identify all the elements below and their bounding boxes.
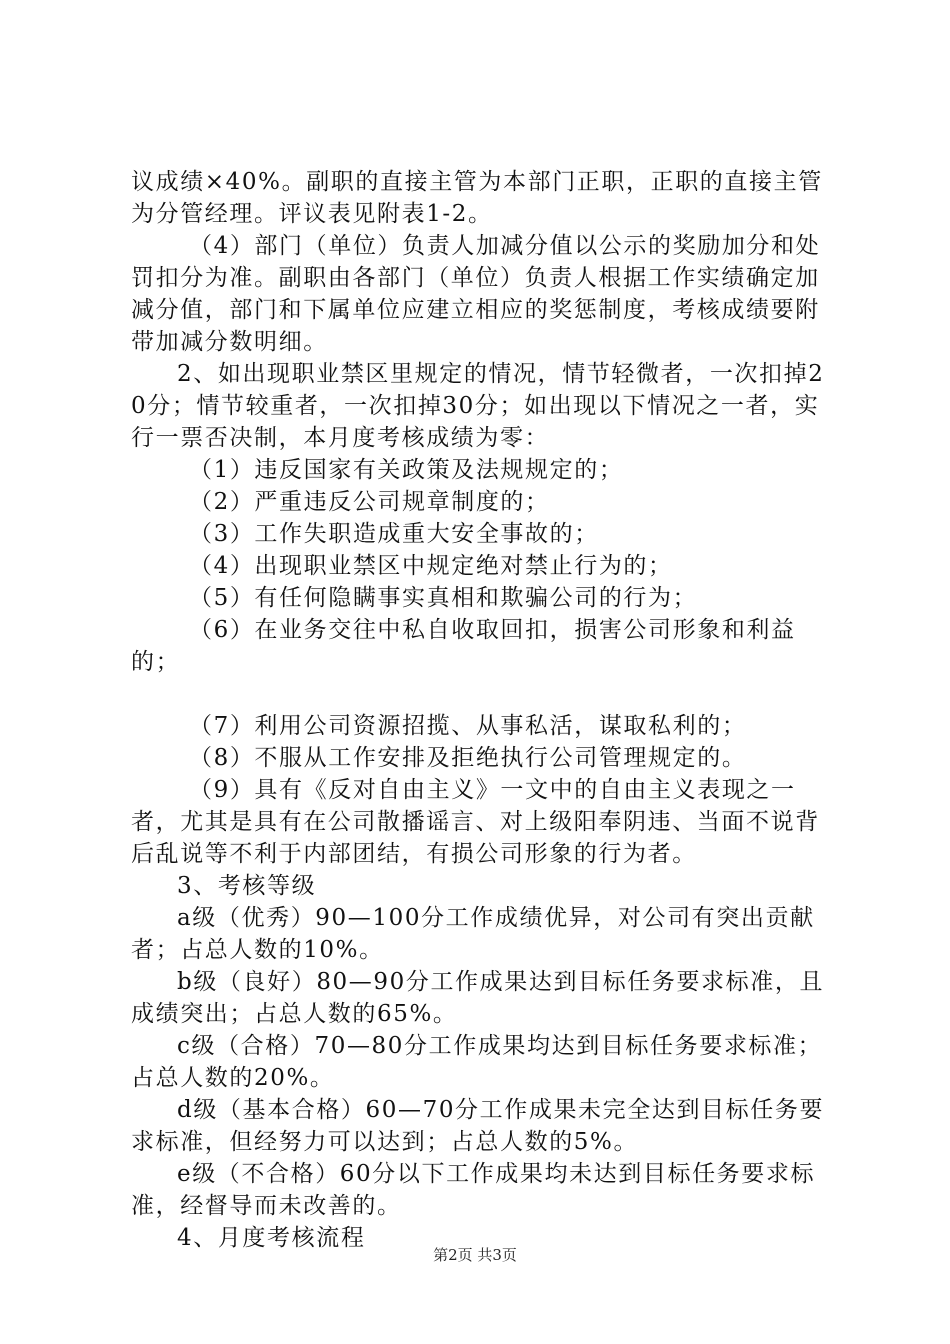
document-body (131, 166, 831, 1254)
list-item-veto-4: （4）出现职业禁区中规定绝对禁止行为的； (189, 553, 673, 579)
section-heading-monthly-process: 4、月度考核流程 (177, 1225, 366, 1251)
paragraph-level-c: c级（合格）70—80分工作成果均达到目标任务要求标准；占总人数的20%。 (131, 1033, 823, 1091)
paragraph-level-d: d级（基本合格）60—70分工作成果未完全达到目标任务要求标准，但经努力可以达到；占总人数的5%。 (131, 1097, 825, 1155)
paragraph-evaluation-weight: 议成绩×40%。副职的直接主管为本部门正职，正职的直接主管为分管经理。评议表见附表1-2。 (131, 169, 823, 227)
list-item-veto-9: （9）具有《反对自由主义》一文中的自由主义表现之一者，尤其是具有在公司散播谣言、对上级阳奉阴违、当面不说背后乱说等不利于内部团结，有损公司形象的行为者。 (131, 777, 820, 867)
paragraph-item-4-bonus-deduction: （4）部门（单位）负责人加减分值以公示的奖励加分和处罚扣分为准。副职由各部门（单位）负责人根据工作实绩确定加减分值，部门和下属单位应建立相应的奖惩制度，考核成绩要附带加减分数明细。 (131, 233, 821, 355)
list-item-veto-6: （6）在业务交往中私自收取回扣，损害公司形象和利益的； (131, 617, 796, 675)
list-item-veto-1: （1）违反国家有关政策及法规规定的； (189, 457, 624, 483)
paragraph-level-a: a级（优秀）90—100分工作成绩优异，对公司有突出贡献者；占总人数的10%。 (131, 905, 815, 963)
page-number-footer: 第2页 共3页 (433, 1246, 517, 1264)
list-item-veto-8: （8）不服从工作安排及拒绝执行公司管理规定的。 (189, 745, 747, 771)
list-item-veto-5: （5）有任何隐瞒事实真相和欺骗公司的行为； (189, 585, 698, 611)
blank-line (131, 678, 831, 710)
paragraph-level-e: e级（不合格）60分以下工作成果均未达到目标任务要求标准，经督导而未改善的。 (131, 1161, 816, 1219)
section-heading-assessment-levels: 3、考核等级 (177, 873, 317, 899)
list-item-veto-3: （3）工作失职造成重大安全事故的； (189, 521, 599, 547)
list-item-veto-7: （7）利用公司资源招揽、从事私活，谋取私利的； (189, 713, 747, 739)
paragraph-section-2-prohibited-zone: 2、如出现职业禁区里规定的情况，情节轻微者，一次扣掉20分；情节较重者，一次扣掉30分；如出现以下情况之一者，实行一票否决制，本月度考核成绩为零： (131, 361, 825, 451)
paragraph-level-b: b级（良好）80—90分工作成果达到目标任务要求标准，且成绩突出；占总人数的65%。 (131, 969, 825, 1027)
list-item-veto-2: （2）严重违反公司规章制度的； (189, 489, 550, 515)
